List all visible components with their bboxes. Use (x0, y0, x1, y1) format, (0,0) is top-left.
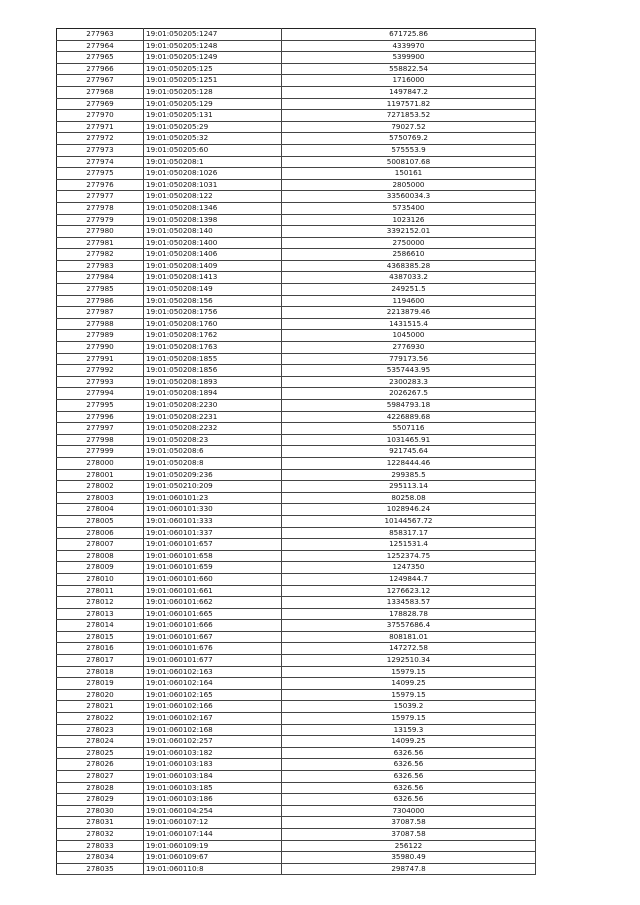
table-row (57, 40, 536, 52)
table-row (57, 631, 536, 643)
cadastral-value-cell: 921745.64 (282, 446, 536, 458)
cadastral-value-cell: 6326.56 (282, 747, 536, 759)
table-row (57, 411, 536, 423)
row-number-cell: 277966 (57, 63, 144, 75)
table-row (57, 817, 536, 829)
cadastral-number-cell: 19:01:060101:657 (144, 539, 282, 551)
table-row (57, 376, 536, 388)
cadastral-value-cell: 2213879.46 (282, 307, 536, 319)
row-number-cell: 277973 (57, 144, 144, 156)
row-number-cell: 278003 (57, 492, 144, 504)
row-number-cell: 278021 (57, 701, 144, 713)
cadastral-value-cell: 37557686.4 (282, 620, 536, 632)
row-number-cell: 278011 (57, 585, 144, 597)
table-row (57, 701, 536, 713)
cadastral-number-cell: 19:01:060102:163 (144, 666, 282, 678)
row-number-cell: 277972 (57, 133, 144, 145)
cadastral-number-cell: 19:01:050208:1398 (144, 214, 282, 226)
cadastral-number-cell: 19:01:060104:254 (144, 805, 282, 817)
table-row (57, 272, 536, 284)
cadastral-number-cell: 19:01:060110:8 (144, 863, 282, 875)
cadastral-value-cell: 1194600 (282, 295, 536, 307)
table-row (57, 759, 536, 771)
cadastral-number-cell: 19:01:050208:2231 (144, 411, 282, 423)
table-row (57, 191, 536, 203)
cadastral-value-cell: 1228444.46 (282, 457, 536, 469)
table-row (57, 63, 536, 75)
cadastral-value-cell: 5984793.18 (282, 400, 536, 412)
cadastral-value-cell: 5008107.68 (282, 156, 536, 168)
table-row (57, 515, 536, 527)
row-number-cell: 278002 (57, 481, 144, 493)
cadastral-value-cell: 6326.56 (282, 771, 536, 783)
row-number-cell: 277975 (57, 168, 144, 180)
table-row (57, 110, 536, 122)
cadastral-value-cell: 295113.14 (282, 481, 536, 493)
row-number-cell: 278009 (57, 562, 144, 574)
table-row (57, 457, 536, 469)
cadastral-value-cell: 2805000 (282, 179, 536, 191)
row-number-cell: 278012 (57, 597, 144, 609)
cadastral-value-cell: 5735400 (282, 202, 536, 214)
row-number-cell: 278023 (57, 724, 144, 736)
cadastral-number-cell: 19:01:060103:183 (144, 759, 282, 771)
row-number-cell: 277992 (57, 365, 144, 377)
cadastral-number-cell: 19:01:060101:658 (144, 550, 282, 562)
table-row (57, 423, 536, 435)
table-row (57, 133, 536, 145)
cadastral-number-cell: 19:01:050205:1248 (144, 40, 282, 52)
cadastral-value-cell: 1247350 (282, 562, 536, 574)
cadastral-value-cell: 4368385.28 (282, 260, 536, 272)
table-row (57, 400, 536, 412)
table-row (57, 643, 536, 655)
cadastral-number-cell: 19:01:050205:129 (144, 98, 282, 110)
table-row (57, 446, 536, 458)
row-number-cell: 278016 (57, 643, 144, 655)
table-row (57, 318, 536, 330)
cadastral-number-cell: 19:01:060101:667 (144, 631, 282, 643)
row-number-cell: 278024 (57, 736, 144, 748)
cadastral-number-cell: 19:01:050205:1247 (144, 29, 282, 41)
row-number-cell: 277988 (57, 318, 144, 330)
row-number-cell: 277985 (57, 284, 144, 296)
cadastral-number-cell: 19:01:050208:1855 (144, 353, 282, 365)
table-row (57, 666, 536, 678)
table-row (57, 573, 536, 585)
table-row (57, 237, 536, 249)
table-row (57, 144, 536, 156)
cadastral-value-cell: 2586610 (282, 249, 536, 261)
row-number-cell: 277980 (57, 226, 144, 238)
cadastral-number-cell: 19:01:060101:23 (144, 492, 282, 504)
table-row (57, 353, 536, 365)
row-number-cell: 277968 (57, 86, 144, 98)
row-number-cell: 277987 (57, 307, 144, 319)
table-row (57, 852, 536, 864)
cadastral-value-cell: 1276623.12 (282, 585, 536, 597)
cadastral-number-cell: 19:01:050208:1763 (144, 342, 282, 354)
row-number-cell: 278031 (57, 817, 144, 829)
cadastral-number-cell: 19:01:050205:1249 (144, 52, 282, 64)
cadastral-value-cell: 7304000 (282, 805, 536, 817)
table-row (57, 550, 536, 562)
cadastral-value-cell: 1023126 (282, 214, 536, 226)
row-number-cell: 277978 (57, 202, 144, 214)
table-row (57, 828, 536, 840)
cadastral-number-cell: 19:01:050205:60 (144, 144, 282, 156)
row-number-cell: 277984 (57, 272, 144, 284)
row-number-cell: 278008 (57, 550, 144, 562)
cadastral-value-cell: 5507116 (282, 423, 536, 435)
row-number-cell: 278034 (57, 852, 144, 864)
cadastral-number-cell: 19:01:060101:659 (144, 562, 282, 574)
cadastral-value-cell: 147272.58 (282, 643, 536, 655)
table-row (57, 724, 536, 736)
table-row (57, 863, 536, 875)
cadastral-number-cell: 19:01:050208:2232 (144, 423, 282, 435)
cadastral-value-cell: 4339970 (282, 40, 536, 52)
cadastral-value-cell: 1252374.75 (282, 550, 536, 562)
cadastral-value-cell: 858317.17 (282, 527, 536, 539)
cadastral-number-cell: 19:01:060102:257 (144, 736, 282, 748)
row-number-cell: 278000 (57, 457, 144, 469)
table-row (57, 307, 536, 319)
cadastral-value-cell: 249251.5 (282, 284, 536, 296)
cadastral-value-cell: 1334583.57 (282, 597, 536, 609)
table-row (57, 98, 536, 110)
cadastral-value-cell: 10144567.72 (282, 515, 536, 527)
cadastral-number-cell: 19:01:050208:1031 (144, 179, 282, 191)
cadastral-number-cell: 19:01:050209:236 (144, 469, 282, 481)
cadastral-number-cell: 19:01:060101:676 (144, 643, 282, 655)
table-row (57, 504, 536, 516)
table-row (57, 388, 536, 400)
table-row (57, 86, 536, 98)
cadastral-value-cell: 178828.78 (282, 608, 536, 620)
row-number-cell: 278007 (57, 539, 144, 551)
table-row (57, 342, 536, 354)
cadastral-value-cell: 779173.56 (282, 353, 536, 365)
table-row (57, 782, 536, 794)
row-number-cell: 277993 (57, 376, 144, 388)
cadastral-value-cell: 1249844.7 (282, 573, 536, 585)
row-number-cell: 278019 (57, 678, 144, 690)
cadastral-value-cell: 5357443.95 (282, 365, 536, 377)
cadastral-number-cell: 19:01:050208:23 (144, 434, 282, 446)
row-number-cell: 278032 (57, 828, 144, 840)
cadastral-number-cell: 19:01:050205:131 (144, 110, 282, 122)
table-row (57, 260, 536, 272)
cadastral-number-cell: 19:01:050208:1756 (144, 307, 282, 319)
row-number-cell: 277967 (57, 75, 144, 87)
table-row (57, 620, 536, 632)
cadastral-value-cell: 33560034.3 (282, 191, 536, 203)
row-number-cell: 277971 (57, 121, 144, 133)
table-row (57, 481, 536, 493)
cadastral-number-cell: 19:01:060107:12 (144, 817, 282, 829)
cadastral-value-cell: 35980.49 (282, 852, 536, 864)
row-number-cell: 278010 (57, 573, 144, 585)
table-row (57, 747, 536, 759)
cadastral-number-cell: 19:01:050208:1856 (144, 365, 282, 377)
cadastral-value-cell: 256122 (282, 840, 536, 852)
cadastral-value-cell: 6326.56 (282, 794, 536, 806)
cadastral-value-cell: 2776930 (282, 342, 536, 354)
cadastral-value-cell: 15979.15 (282, 666, 536, 678)
cadastral-number-cell: 19:01:050208:1 (144, 156, 282, 168)
table-row (57, 492, 536, 504)
cadastral-value-cell: 671725.86 (282, 29, 536, 41)
row-number-cell: 277986 (57, 295, 144, 307)
cadastral-number-cell: 19:01:050205:29 (144, 121, 282, 133)
table-row (57, 226, 536, 238)
cadastral-value-cell: 15979.15 (282, 713, 536, 725)
table-row (57, 713, 536, 725)
table-row (57, 469, 536, 481)
cadastral-value-cell: 3392152.01 (282, 226, 536, 238)
row-number-cell: 278005 (57, 515, 144, 527)
cadastral-value-cell: 1031465.91 (282, 434, 536, 446)
table-row (57, 75, 536, 87)
cadastral-value-cell: 2750000 (282, 237, 536, 249)
cadastral-value-cell: 13159.3 (282, 724, 536, 736)
cadastral-number-cell: 19:01:050208:1346 (144, 202, 282, 214)
cadastral-value-cell: 6326.56 (282, 759, 536, 771)
row-number-cell: 278004 (57, 504, 144, 516)
row-number-cell: 278022 (57, 713, 144, 725)
cadastral-number-cell: 19:01:060101:660 (144, 573, 282, 585)
cadastral-number-cell: 19:01:050205:32 (144, 133, 282, 145)
table-row (57, 365, 536, 377)
cadastral-value-cell: 2300283.3 (282, 376, 536, 388)
row-number-cell: 278035 (57, 863, 144, 875)
cadastral-number-cell: 19:01:050208:1762 (144, 330, 282, 342)
data-table (56, 28, 536, 875)
table-row (57, 655, 536, 667)
table-row (57, 539, 536, 551)
cadastral-number-cell: 19:01:050208:1894 (144, 388, 282, 400)
row-number-cell: 277999 (57, 446, 144, 458)
table-row (57, 284, 536, 296)
cadastral-number-cell: 19:01:050208:140 (144, 226, 282, 238)
cadastral-number-cell: 19:01:060102:165 (144, 689, 282, 701)
row-number-cell: 277990 (57, 342, 144, 354)
row-number-cell: 277995 (57, 400, 144, 412)
cadastral-value-cell: 37087.58 (282, 828, 536, 840)
cadastral-number-cell: 19:01:060102:168 (144, 724, 282, 736)
row-number-cell: 278028 (57, 782, 144, 794)
cadastral-number-cell: 19:01:050208:8 (144, 457, 282, 469)
row-number-cell: 278015 (57, 631, 144, 643)
cadastral-value-cell: 6326.56 (282, 782, 536, 794)
cadastral-number-cell: 19:01:050208:156 (144, 295, 282, 307)
cadastral-number-cell: 19:01:050205:125 (144, 63, 282, 75)
table-row (57, 168, 536, 180)
cadastral-number-cell: 19:01:060101:330 (144, 504, 282, 516)
row-number-cell: 278018 (57, 666, 144, 678)
cadastral-value-cell: 150161 (282, 168, 536, 180)
row-number-cell: 277981 (57, 237, 144, 249)
row-number-cell: 277994 (57, 388, 144, 400)
table-row (57, 805, 536, 817)
table-row (57, 121, 536, 133)
cadastral-number-cell: 19:01:050208:1413 (144, 272, 282, 284)
table-row (57, 840, 536, 852)
cadastral-value-cell: 15979.15 (282, 689, 536, 701)
row-number-cell: 278030 (57, 805, 144, 817)
cadastral-number-cell: 19:01:050208:1026 (144, 168, 282, 180)
cadastral-number-cell: 19:01:060101:662 (144, 597, 282, 609)
cadastral-number-cell: 19:01:060102:164 (144, 678, 282, 690)
row-number-cell: 277998 (57, 434, 144, 446)
cadastral-number-cell: 19:01:050205:128 (144, 86, 282, 98)
cadastral-number-cell: 19:01:060101:666 (144, 620, 282, 632)
table-row (57, 52, 536, 64)
cadastral-value-cell: 808181.01 (282, 631, 536, 643)
cadastral-number-cell: 19:01:050208:6 (144, 446, 282, 458)
row-number-cell: 278025 (57, 747, 144, 759)
cadastral-number-cell: 19:01:060107:144 (144, 828, 282, 840)
cadastral-value-cell: 1045000 (282, 330, 536, 342)
table-row (57, 689, 536, 701)
cadastral-value-cell: 4226889.68 (282, 411, 536, 423)
cadastral-value-cell: 1497847.2 (282, 86, 536, 98)
cadastral-value-cell: 1431515.4 (282, 318, 536, 330)
row-number-cell: 277963 (57, 29, 144, 41)
row-number-cell: 277969 (57, 98, 144, 110)
table-row (57, 794, 536, 806)
cadastral-value-cell: 7271853.52 (282, 110, 536, 122)
cadastral-value-cell: 1292510.34 (282, 655, 536, 667)
table-row (57, 295, 536, 307)
row-number-cell: 277970 (57, 110, 144, 122)
cadastral-value-cell: 1028946.24 (282, 504, 536, 516)
table-row (57, 585, 536, 597)
row-number-cell: 277979 (57, 214, 144, 226)
cadastral-number-cell: 19:01:060109:67 (144, 852, 282, 864)
row-number-cell: 277989 (57, 330, 144, 342)
cadastral-number-cell: 19:01:060102:166 (144, 701, 282, 713)
cadastral-number-cell: 19:01:060103:186 (144, 794, 282, 806)
cadastral-number-cell: 19:01:060103:184 (144, 771, 282, 783)
cadastral-value-cell: 4387033.2 (282, 272, 536, 284)
cadastral-value-cell: 5399900 (282, 52, 536, 64)
cadastral-number-cell: 19:01:060101:333 (144, 515, 282, 527)
cadastral-value-cell: 37087.58 (282, 817, 536, 829)
row-number-cell: 277977 (57, 191, 144, 203)
table-row (57, 29, 536, 41)
row-number-cell: 277964 (57, 40, 144, 52)
cadastral-number-cell: 19:01:050208:1893 (144, 376, 282, 388)
cadastral-value-cell: 575553.9 (282, 144, 536, 156)
row-number-cell: 277991 (57, 353, 144, 365)
cadastral-value-cell: 298747.8 (282, 863, 536, 875)
cadastral-number-cell: 19:01:060103:185 (144, 782, 282, 794)
cadastral-value-cell: 15039.2 (282, 701, 536, 713)
row-number-cell: 277974 (57, 156, 144, 168)
table-row (57, 179, 536, 191)
table-row (57, 214, 536, 226)
row-number-cell: 278013 (57, 608, 144, 620)
row-number-cell: 277983 (57, 260, 144, 272)
table-row (57, 771, 536, 783)
row-number-cell: 278029 (57, 794, 144, 806)
cadastral-number-cell: 19:01:060109:19 (144, 840, 282, 852)
cadastral-value-cell: 5750769.2 (282, 133, 536, 145)
cadastral-number-cell: 19:01:050208:122 (144, 191, 282, 203)
table-row (57, 597, 536, 609)
row-number-cell: 278001 (57, 469, 144, 481)
cadastral-number-cell: 19:01:060101:677 (144, 655, 282, 667)
row-number-cell: 278017 (57, 655, 144, 667)
cadastral-value-cell: 79027.52 (282, 121, 536, 133)
row-number-cell: 278033 (57, 840, 144, 852)
cadastral-value-cell: 1716000 (282, 75, 536, 87)
cadastral-number-cell: 19:01:050208:1409 (144, 260, 282, 272)
table-row (57, 678, 536, 690)
cadastral-value-cell: 2026267.5 (282, 388, 536, 400)
table-row (57, 736, 536, 748)
cadastral-value-cell: 14099.25 (282, 736, 536, 748)
cadastral-value-cell: 1197571.82 (282, 98, 536, 110)
cadastral-number-cell: 19:01:050208:2230 (144, 400, 282, 412)
table-row (57, 249, 536, 261)
cadastral-value-cell: 558822.54 (282, 63, 536, 75)
cadastral-number-cell: 19:01:050210:209 (144, 481, 282, 493)
cadastral-value-cell: 1251531.4 (282, 539, 536, 551)
row-number-cell: 277996 (57, 411, 144, 423)
table-body (57, 29, 536, 875)
cadastral-number-cell: 19:01:050208:149 (144, 284, 282, 296)
table-row (57, 527, 536, 539)
cadastral-value-cell: 14099.25 (282, 678, 536, 690)
row-number-cell: 278020 (57, 689, 144, 701)
row-number-cell: 277997 (57, 423, 144, 435)
row-number-cell: 278006 (57, 527, 144, 539)
row-number-cell: 278027 (57, 771, 144, 783)
cadastral-number-cell: 19:01:050208:1400 (144, 237, 282, 249)
row-number-cell: 277965 (57, 52, 144, 64)
table-row (57, 434, 536, 446)
cadastral-number-cell: 19:01:060102:167 (144, 713, 282, 725)
cadastral-value-cell: 80258.08 (282, 492, 536, 504)
cadastral-value-cell: 299385.5 (282, 469, 536, 481)
row-number-cell: 277976 (57, 179, 144, 191)
row-number-cell: 278014 (57, 620, 144, 632)
table-row (57, 156, 536, 168)
cadastral-number-cell: 19:01:050208:1406 (144, 249, 282, 261)
cadastral-number-cell: 19:01:060103:182 (144, 747, 282, 759)
cadastral-number-cell: 19:01:050205:1251 (144, 75, 282, 87)
cadastral-number-cell: 19:01:060101:665 (144, 608, 282, 620)
cadastral-number-cell: 19:01:060101:337 (144, 527, 282, 539)
table-row (57, 562, 536, 574)
cadastral-number-cell: 19:01:050208:1760 (144, 318, 282, 330)
cadastral-number-cell: 19:01:060101:661 (144, 585, 282, 597)
table-row (57, 330, 536, 342)
row-number-cell: 277982 (57, 249, 144, 261)
row-number-cell: 278026 (57, 759, 144, 771)
table-row (57, 608, 536, 620)
table-row (57, 202, 536, 214)
